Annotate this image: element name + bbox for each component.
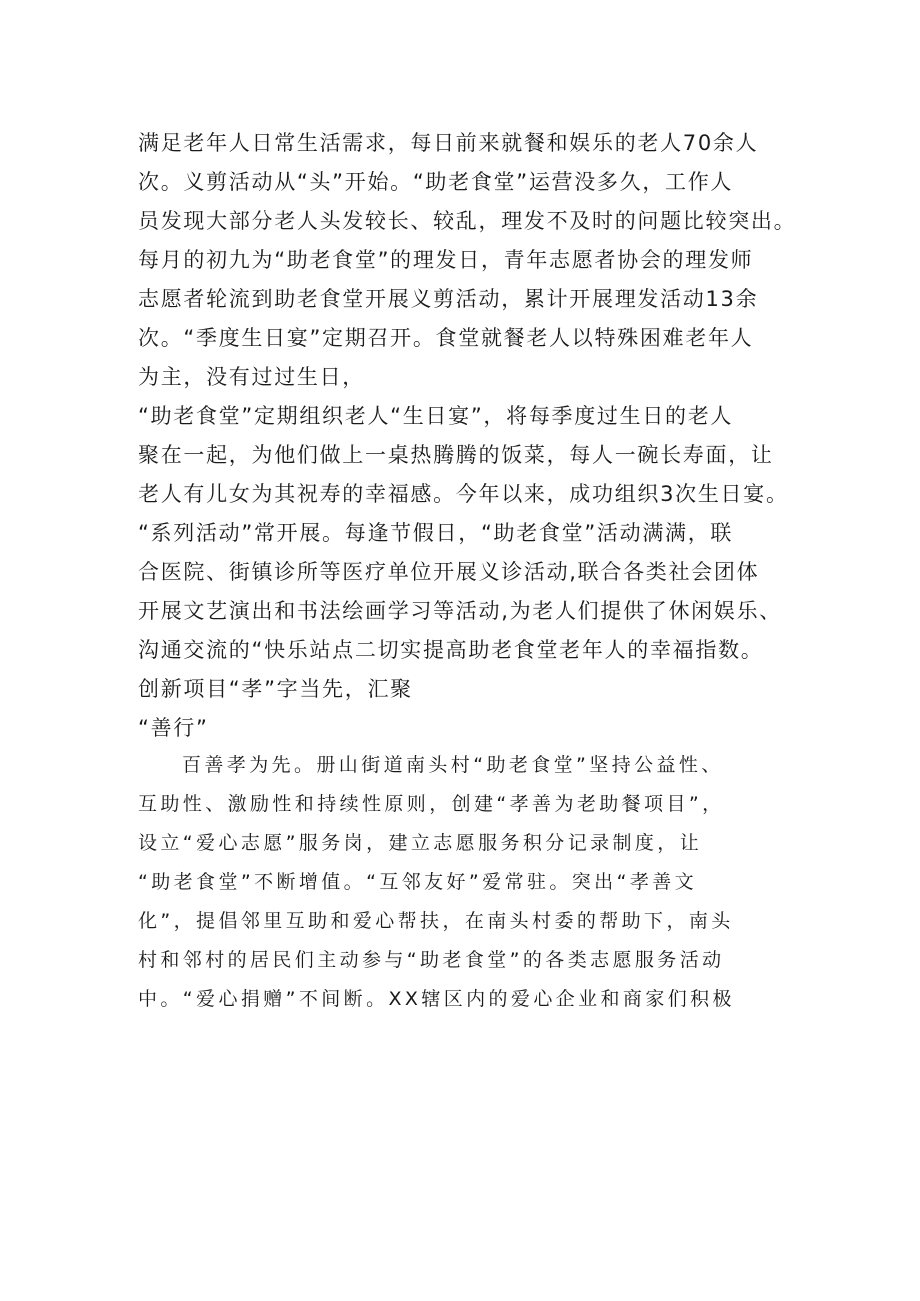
- paragraph-line: 满足老年人日常生活需求，每日前来就餐和娱乐的老人70余人: [138, 131, 759, 155]
- section-heading-line: 创新项目“孝”字当先，汇聚: [138, 677, 413, 701]
- paragraph-line: “系列活动”常开展。每逢节假日，“助老食堂”活动满满，联: [138, 521, 734, 545]
- paragraph-line: 沟通交流的“快乐站点二切实提高助老食堂老年人的幸福指数。: [138, 638, 764, 662]
- section-heading-line: “善行”: [138, 716, 209, 740]
- paragraph-line: 合医院、街镇诊所等医疗单位开展义诊活动,联合各类社会团体: [138, 560, 760, 584]
- paragraph-line: 中。“爱心捐赠”不间断。XX辖区内的爱心企业和商家们积极: [138, 988, 735, 1010]
- paragraph-line: 次。“季度生日宴”定期召开。食堂就餐老人以特殊困难老年人: [138, 326, 754, 350]
- paragraph-line: 化”，提倡邻里互助和爱心帮扶，在南头村委的帮助下，南头: [138, 910, 734, 932]
- paragraph-line: 开展文艺演出和书法绘画学习等活动,为老人们提供了休闲娱乐、: [138, 599, 782, 623]
- paragraph-line: 设立“爱心志愿”服务岗，建立志愿服务积分记录制度，让: [138, 832, 703, 854]
- paragraph-line: 村和邻村的居民们主动参与“助老食堂”的各类志愿服务活动: [138, 949, 725, 971]
- paragraph-line: 为主，没有过过生日，: [138, 365, 365, 389]
- paragraph-line: 互助性、激励性和持续性原则，创建“孝善为老助餐项目”，: [138, 793, 725, 815]
- paragraph-line: 百善孝为先。册山街道南头村“助老食堂”坚持公益性、: [182, 754, 724, 776]
- paragraph-line: 每月的初九为“助老食堂”的理发日，青年志愿者协会的理发师: [138, 248, 754, 272]
- paragraph-line: 聚在一起，为他们做上一桌热腾腾的饭菜，每人一碗长寿面，让: [138, 443, 774, 467]
- paragraph-line: “助老食堂”不断增值。“互邻友好”爱常驻。突出“孝善文: [138, 871, 698, 893]
- paragraph-line: “助老食堂”定期组织老人“生日宴”，将每季度过生日的老人: [138, 404, 734, 428]
- paragraph-line: 老人有儿女为其祝寿的幸福感。今年以来，成功组织3次生日宴。: [138, 482, 789, 506]
- paragraph-line: 次。义剪活动从“头”开始。“助老食堂”运营没多久，工作人: [138, 170, 734, 194]
- paragraph-line: 志愿者轮流到助老食堂开展义剪活动，累计开展理发活动13余: [138, 287, 759, 311]
- paragraph-line: 员发现大部分老人头发较长、较乱，理发不及时的问题比较突出。: [138, 209, 797, 233]
